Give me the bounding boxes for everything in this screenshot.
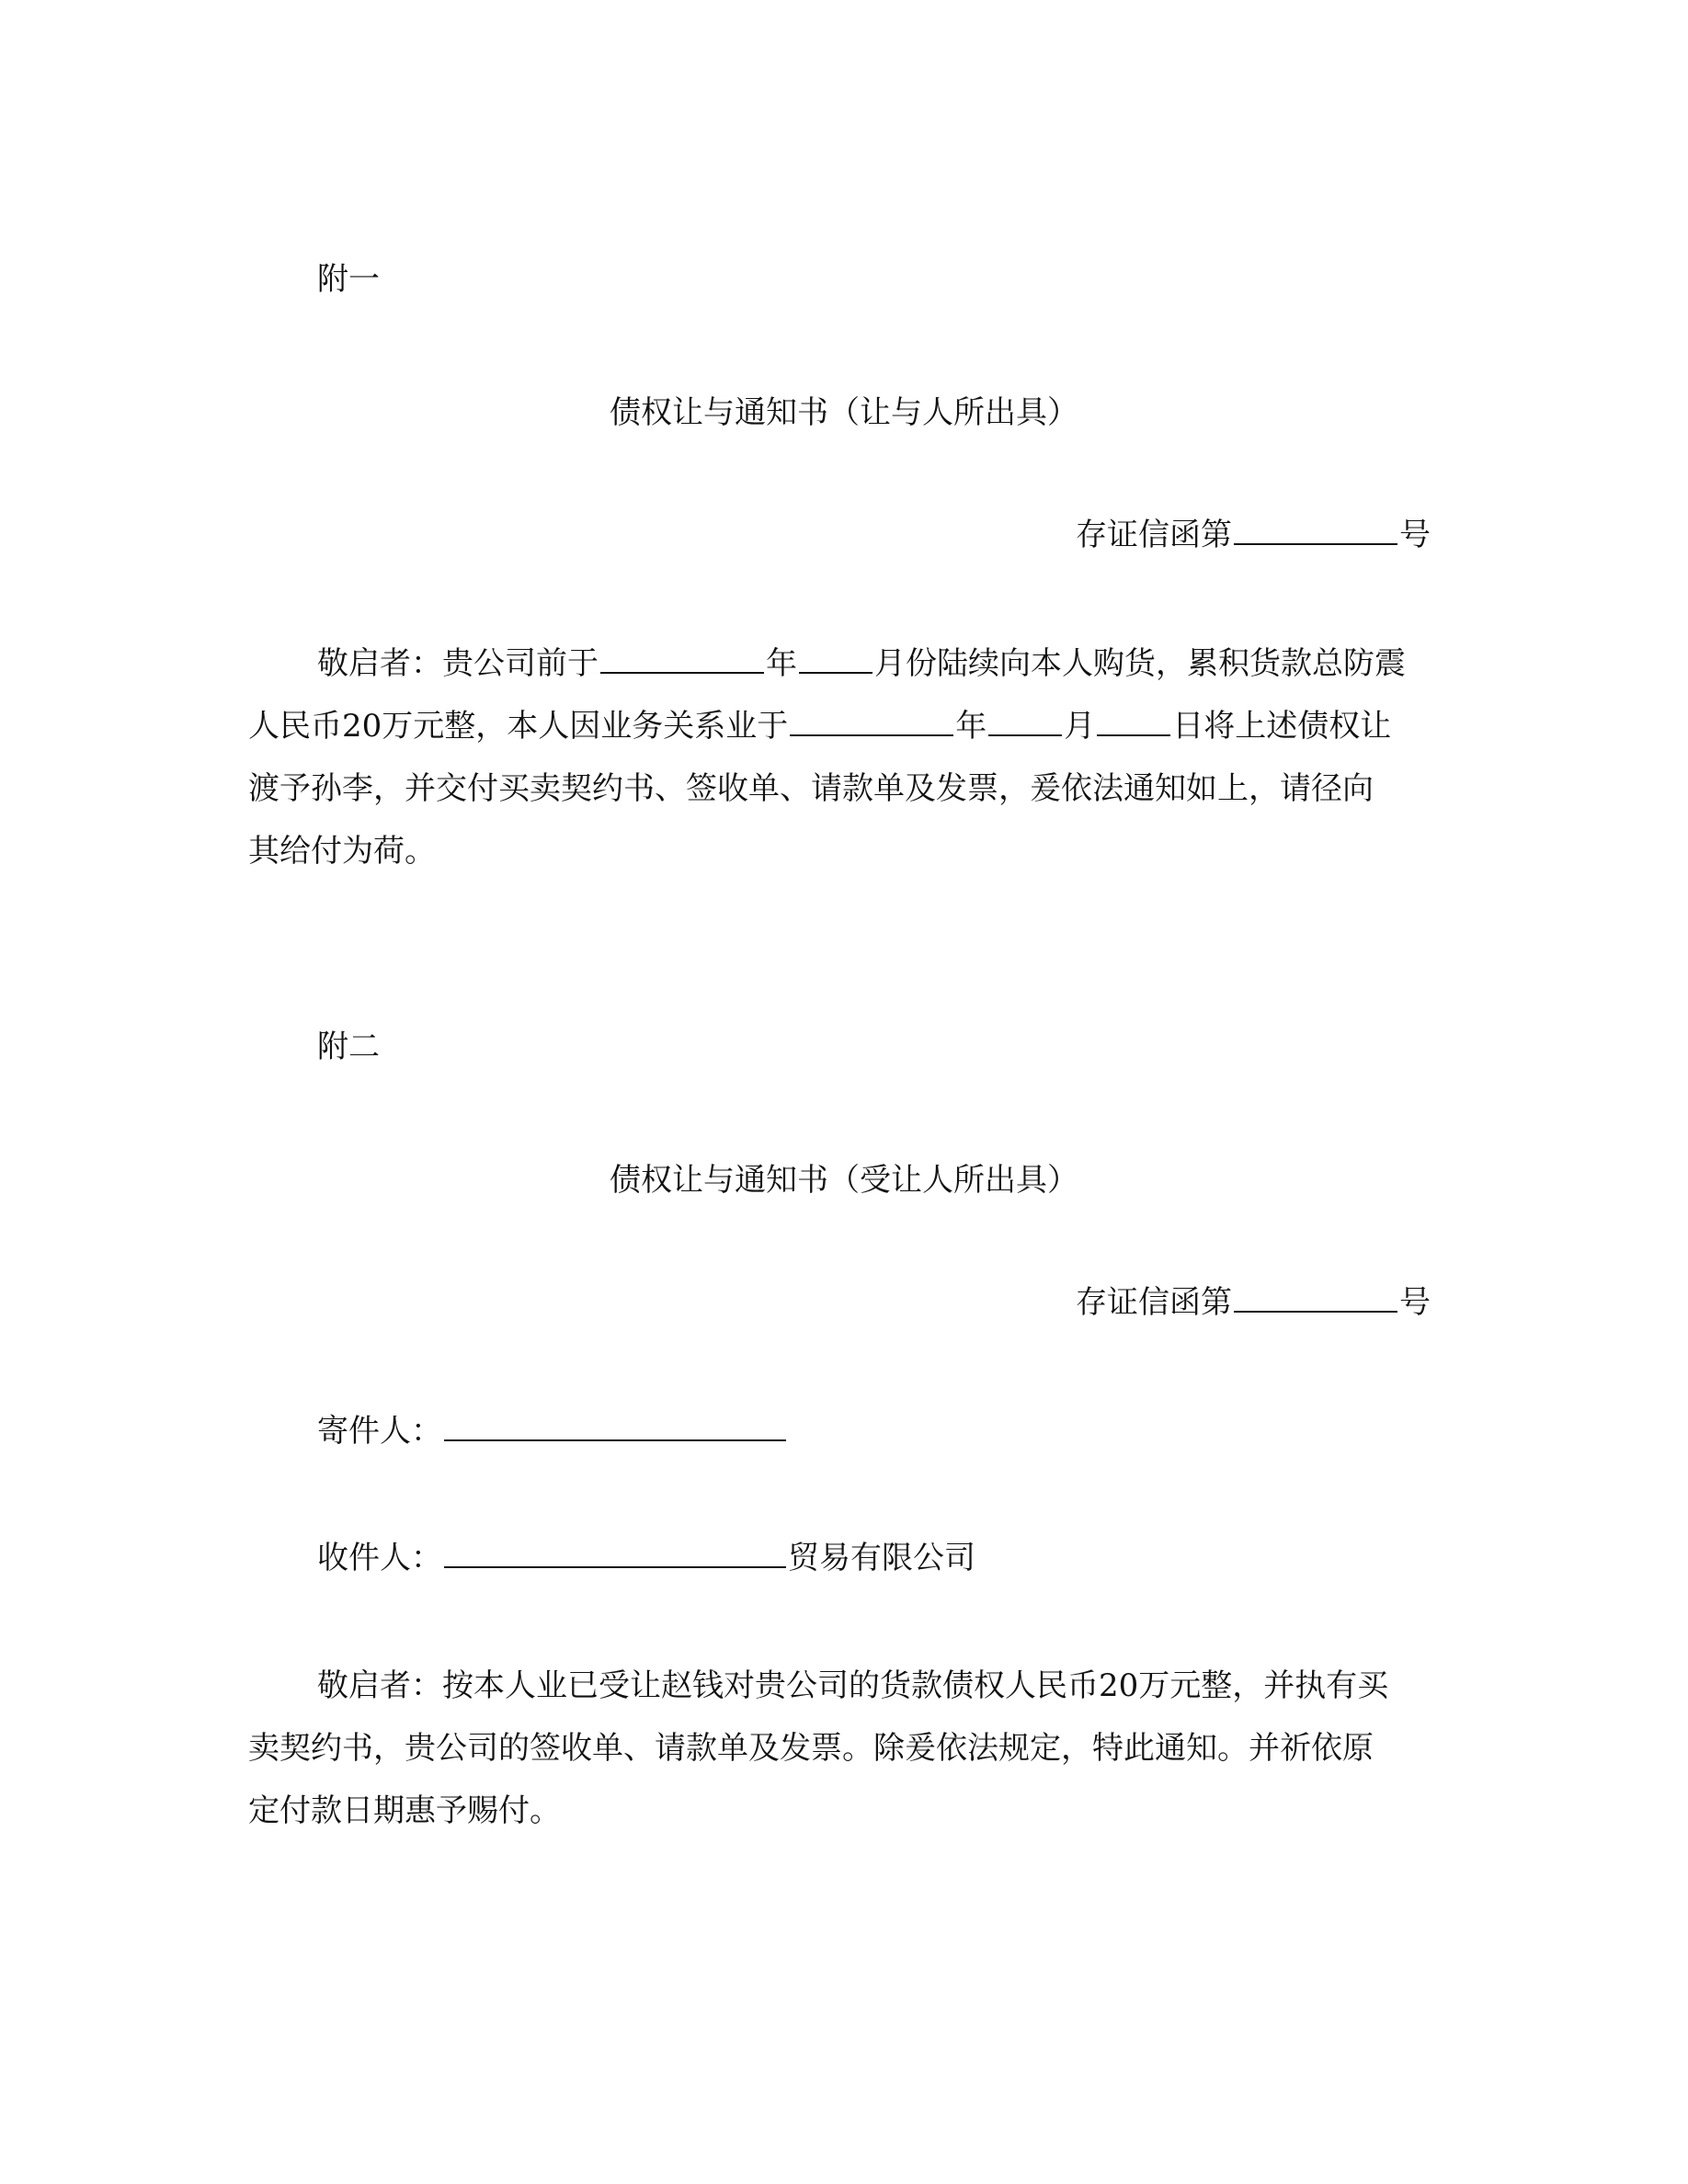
- text-segment: 年: [766, 645, 797, 682]
- annex2-ref-suffix: 号: [1399, 1284, 1431, 1321]
- annex2-ref-prefix: 存证信函第: [1076, 1284, 1232, 1321]
- annex2-title: 债权让与通知书（受让人所出具）: [610, 1162, 1078, 1199]
- annex1-ref-blank[interactable]: [1234, 516, 1397, 545]
- sender-blank[interactable]: [444, 1412, 786, 1441]
- annex2-reference: [1076, 1282, 1431, 1323]
- year-blank[interactable]: [790, 707, 953, 736]
- annex1-ref-suffix: 号: [1399, 517, 1431, 553]
- annex2-ref-blank[interactable]: [1234, 1283, 1397, 1313]
- annex1-paragraph-line1: [317, 643, 1406, 684]
- annex2-paragraph-line3: 定付款日期惠予赐付。: [248, 1792, 561, 1829]
- recipient-suffix: 贸易有限公司: [788, 1540, 975, 1576]
- recipient-blank[interactable]: [444, 1539, 786, 1568]
- text-segment: 人民币20万元整，本人因业务关系业于: [248, 708, 789, 745]
- sender-label: 寄件人：: [317, 1413, 442, 1450]
- annex2-label: 附二: [317, 1029, 380, 1065]
- annex1-reference: [1076, 515, 1431, 555]
- annex1-title: 债权让与通知书（让与人所出具）: [610, 394, 1078, 431]
- text-segment: 敬启者：贵公司前于: [317, 645, 599, 682]
- annex1-paragraph-line4: 其给付为荷。: [248, 833, 436, 870]
- day-blank[interactable]: [1097, 707, 1170, 736]
- text-segment: 日将上述债权让: [1172, 708, 1392, 745]
- month-blank[interactable]: [799, 644, 873, 674]
- recipient-label: 收件人：: [317, 1540, 442, 1576]
- annex2-paragraph-line1: 敬启者：按本人业已受让赵钱对贵公司的货款债权人民币20万元整，并执有买: [317, 1667, 1389, 1704]
- annex1-paragraph-line2: [248, 706, 1391, 746]
- text-segment: 月份陆续向本人购货，累积货款总防震: [874, 645, 1406, 682]
- text-segment: 月: [1064, 708, 1096, 745]
- recipient-line: [317, 1538, 975, 1578]
- annex2-paragraph-line2: 卖契约书，贵公司的签收单、请款单及发票。除爰依法规定，特此通知。并祈依原: [248, 1730, 1374, 1767]
- annex1-ref-prefix: 存证信函第: [1076, 517, 1232, 553]
- year-blank[interactable]: [600, 644, 764, 674]
- month-blank[interactable]: [988, 707, 1062, 736]
- annex1-paragraph-line3: 渡予孙李，并交付买卖契约书、签收单、请款单及发票，爰依法通知如上，请径向: [248, 770, 1374, 807]
- sender-line: [317, 1411, 788, 1451]
- annex1-label: 附一: [317, 261, 380, 298]
- text-segment: 年: [955, 708, 987, 745]
